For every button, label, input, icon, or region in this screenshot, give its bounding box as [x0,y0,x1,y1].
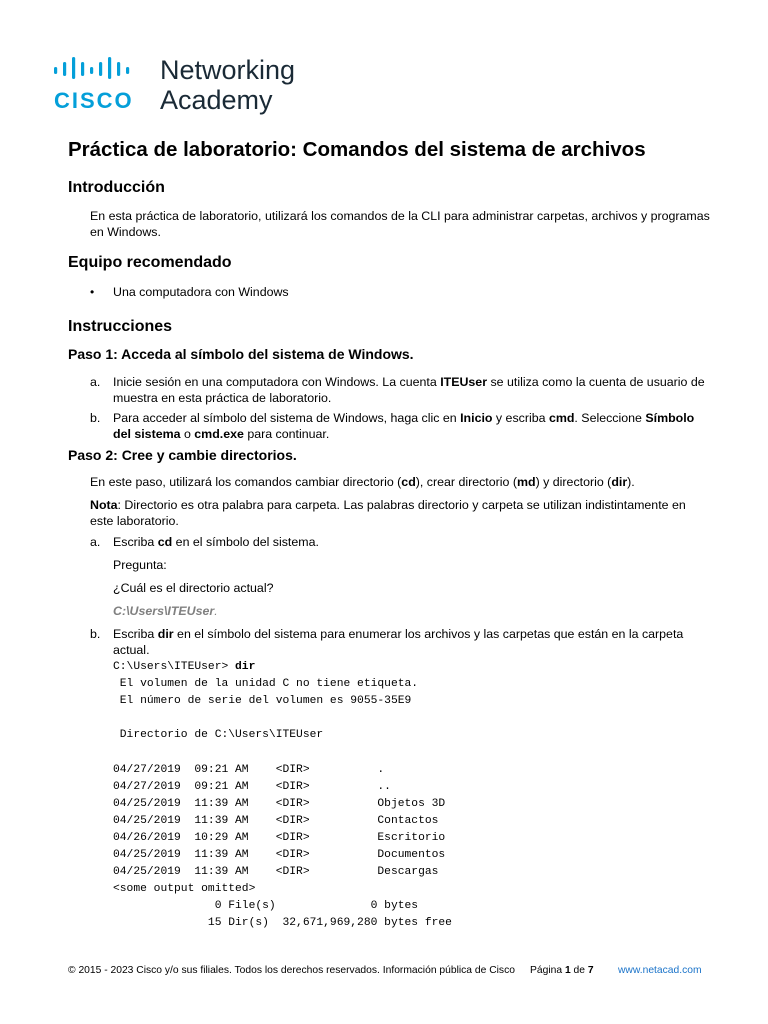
step1-a-text: Inicie sesión en una computadora con Windows. La cuenta ITEUser se utiliza como la cuenta de usuario de muestra en esta práctica de laboratorio. [113,375,705,405]
equipment-bullet: • [90,285,95,299]
equipment-item: Una computadora con Windows [113,285,289,299]
code-line: 04/25/2019 11:39 AM <DIR> Descargas [113,866,439,879]
equipment-heading: Equipo recomendado [68,254,232,271]
cisco-networking-academy-logo [54,56,314,118]
code-line: Directorio de C:\Users\ITEUser [119,729,324,742]
step1-heading: Paso 1: Acceda al símbolo del sistema de Windows. [68,346,414,362]
step2-heading: Paso 2: Cree y cambie directorios. [68,447,297,463]
instructions-heading: Instrucciones [68,318,173,335]
footer-link[interactable]: www.netacad.com [618,965,702,976]
step2-b-marker: b. [90,627,101,641]
code-line: 04/27/2019 09:21 AM <DIR> . [113,763,385,776]
intro-heading: Introducción [68,179,165,196]
code-line: 04/25/2019 11:39 AM <DIR> Documentos [113,849,446,862]
question-label: Pregunta: [113,558,167,572]
code-line: 04/27/2019 09:21 AM <DIR> .. [113,780,391,793]
logo-networking: Networking [160,55,296,85]
code-line: 15 Dir(s) 32,671,969,280 bytes free [113,917,452,930]
code-prompt: C:\Users\ITEUser> [113,661,236,673]
code-line: 0 File(s) 0 bytes [214,900,419,913]
footer-page-number: Página 1 de 7 [530,965,594,976]
code-line: 04/25/2019 11:39 AM <DIR> Contactos [113,814,439,827]
step1-b-marker: b. [90,411,101,425]
logo-cisco-wordmark: CISCO [54,88,134,113]
step1-b-text: Para acceder al símbolo del sistema de Windows, haga clic en Inicio y escriba cmd. Seleccione Símbolo del sistema o cmd.exe para continuar. [113,411,695,441]
step2-note: Nota: Directorio es otra palabra para carpeta. Las palabras directorio y carpeta se utilizan indistintamente en este laboratorio. [90,498,686,528]
step1-a-marker: a. [90,375,101,389]
intro-text: En esta práctica de laboratorio, utilizará los comandos de la CLI para administrar carpetas, archivos y programas en Windows. [90,209,710,239]
step2-b-text: Escriba dir en el símbolo del sistema para enumerar los archivos y las carpetas que están en la carpeta actual. [113,627,684,657]
cisco-bridge-icon [54,56,149,80]
code-lines [113,678,452,929]
code-line: 04/25/2019 11:39 AM <DIR> Objetos 3D [113,797,446,810]
step2-a-marker: a. [90,535,101,549]
step2-a-text: Escriba cd en el símbolo del sistema. [113,535,319,549]
step2-intro: En este paso, utilizará los comandos cambiar directorio (cd), crear directorio (md) y directorio (dir). [90,475,635,489]
question-text: ¿Cuál es el directorio actual? [113,581,274,595]
code-command: dir [235,661,256,673]
code-line: 04/26/2019 10:29 AM <DIR> Escritorio [113,831,446,844]
code-line: <some output omitted> [113,883,256,896]
command-output [113,659,452,933]
footer-copyright: © 2015 - 2023 Cisco y/o sus filiales. Todos los derechos reservados. Información pública de Cisco [68,965,515,976]
logo-academy: Academy [160,85,273,115]
answer-text: C:\Users\ITEUser. [113,604,218,618]
code-line: El número de serie del volumen es 9055-35E9 [119,695,412,708]
code-line: El volumen de la unidad C no tiene etiqueta. [119,678,419,691]
document-title: Práctica de laboratorio: Comandos del sistema de archivos [68,138,646,161]
